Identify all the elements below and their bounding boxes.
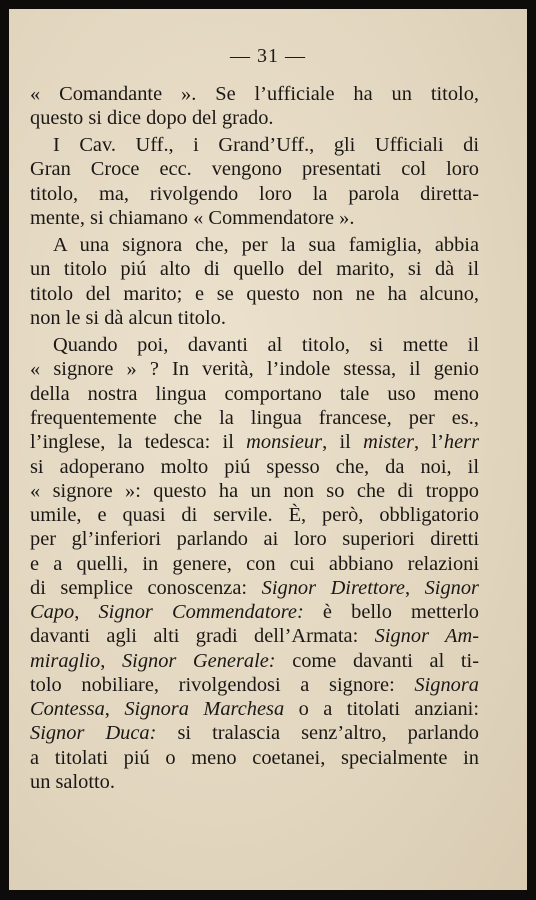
text-line: A una signora che, per la sua famiglia, abbia: [53, 234, 479, 256]
text-line: « signore »: questo ha un non so che di troppo: [30, 480, 479, 502]
text-line: Quando poi, davanti al titolo, si mette il: [53, 334, 479, 356]
text-line: Gran Croce ecc. vengono presentati col loro: [30, 158, 479, 180]
text-line: non le si dà alcun titolo.: [30, 307, 226, 329]
text-line: Contessa, Signora Marchesa o a titolati anziani:: [30, 698, 479, 720]
text-line: titolo del marito; e se questo non ne ha alcuno,: [30, 283, 479, 305]
text-line: titolo, ma, rivolgendo loro la parola diretta-: [30, 183, 479, 205]
text-line: frequentemente che la lingua francese, per es.,: [30, 407, 479, 429]
book-page: [9, 9, 527, 890]
text-line: questo si dice dopo del grado.: [30, 107, 274, 129]
text-line: I Cav. Uff., i Grand’Uff., gli Ufficiali di: [53, 134, 479, 156]
text-line: un titolo piú alto di quello del marito, si dà il: [30, 258, 479, 280]
text-line: l’inglese, la tedesca: il monsieur, il mister, l’herr: [30, 431, 480, 453]
text-line: umile, e quasi di servile. È, però, obbligatorio: [30, 504, 479, 526]
text-line: e a quelli, in genere, con cui abbiano relazioni: [30, 553, 479, 575]
text-line: mente, si chiamano « Commendatore ».: [30, 207, 355, 229]
text-line: per gl’inferiori parlando ai loro superiori diretti: [30, 528, 479, 550]
text-line: tolo nobiliare, rivolgendosi a signore: Signora: [30, 674, 479, 696]
text-line: un salotto.: [30, 771, 115, 793]
text-line: miraglio, Signor Generale: come davanti al ti-: [30, 650, 479, 672]
page-number: — 31 —: [230, 45, 306, 67]
text-line: di semplice conoscenza: Signor Direttore, Signor: [30, 577, 479, 599]
text-line: « signore » ? In verità, l’indole stessa, il genio: [30, 358, 479, 380]
text-line: Signor Duca: si tralascia senz’altro, parlando: [30, 722, 479, 744]
text-line: della nostra lingua comportano tale uso meno: [30, 383, 479, 405]
text-line: « Comandante ». Se l’ufficiale ha un titolo,: [30, 83, 479, 105]
text-line: a titolati piú o meno coetanei, specialmente in: [30, 747, 479, 769]
text-line: davanti agli alti gradi dell’Armata: Signor Am-: [30, 625, 479, 647]
text-line: Capo, Signor Commendatore: è bello metterlo: [30, 601, 480, 623]
text-line: si adoperano molto piú spesso che, da noi, il: [30, 456, 479, 478]
